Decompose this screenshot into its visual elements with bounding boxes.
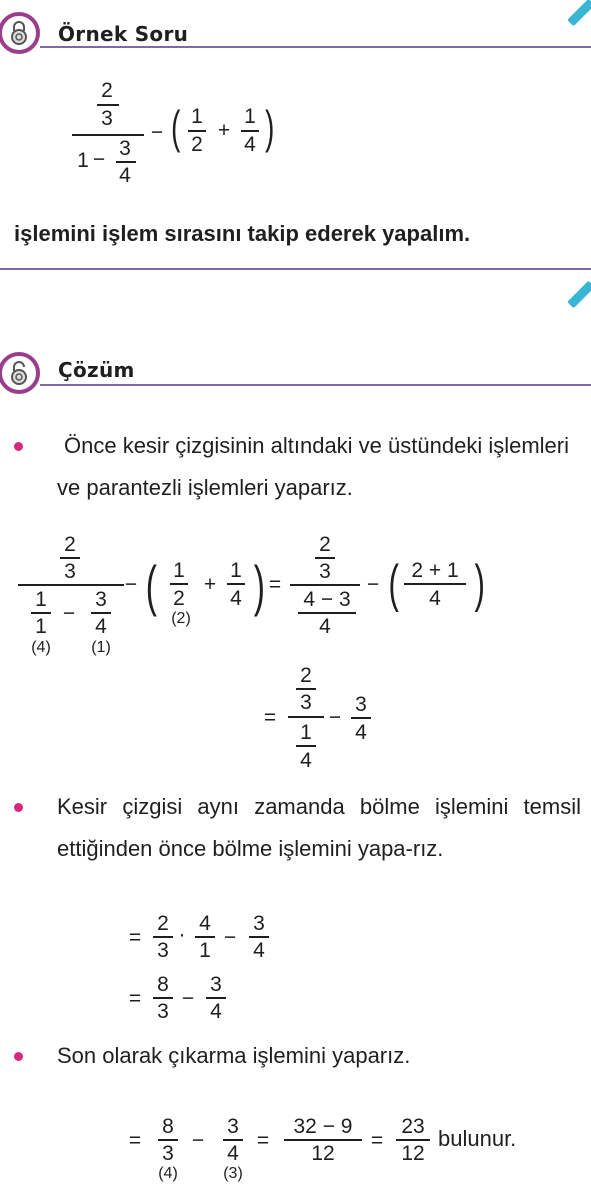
step3-text: Son olarak çıkarma işlemini yaparız. xyxy=(57,1043,411,1068)
step2-text: Kesir çizgisi aynı zamanda bölme işlemini temsil ettiğinden önce bölme işlemini yapa-rız. xyxy=(57,794,581,861)
pencil-icon xyxy=(567,281,591,309)
result-word: bulunur. xyxy=(438,1126,517,1151)
question-rule xyxy=(40,46,591,48)
bullet-icon xyxy=(14,442,23,451)
question-badge xyxy=(0,12,40,54)
solution-title: Çözüm xyxy=(58,358,135,382)
bullet-icon xyxy=(14,803,23,812)
unlock-icon xyxy=(6,360,32,386)
solution-badge xyxy=(0,352,40,394)
bullet-icon xyxy=(14,1052,23,1061)
pencil-icon xyxy=(567,0,591,26)
step1-text: Önce kesir çizgisinin altındaki ve üstündeki işlemleri ve parantezli işlemleri yaparız. xyxy=(57,433,569,500)
question-prompt: işlemini işlem sırasını takip ederek yapalım. xyxy=(14,221,471,246)
solution-rule xyxy=(40,384,591,386)
question-bottom-rule xyxy=(0,268,591,270)
main-fraction-bar xyxy=(72,134,144,136)
lock-icon xyxy=(6,20,32,46)
question-title: Örnek Soru xyxy=(58,22,189,46)
